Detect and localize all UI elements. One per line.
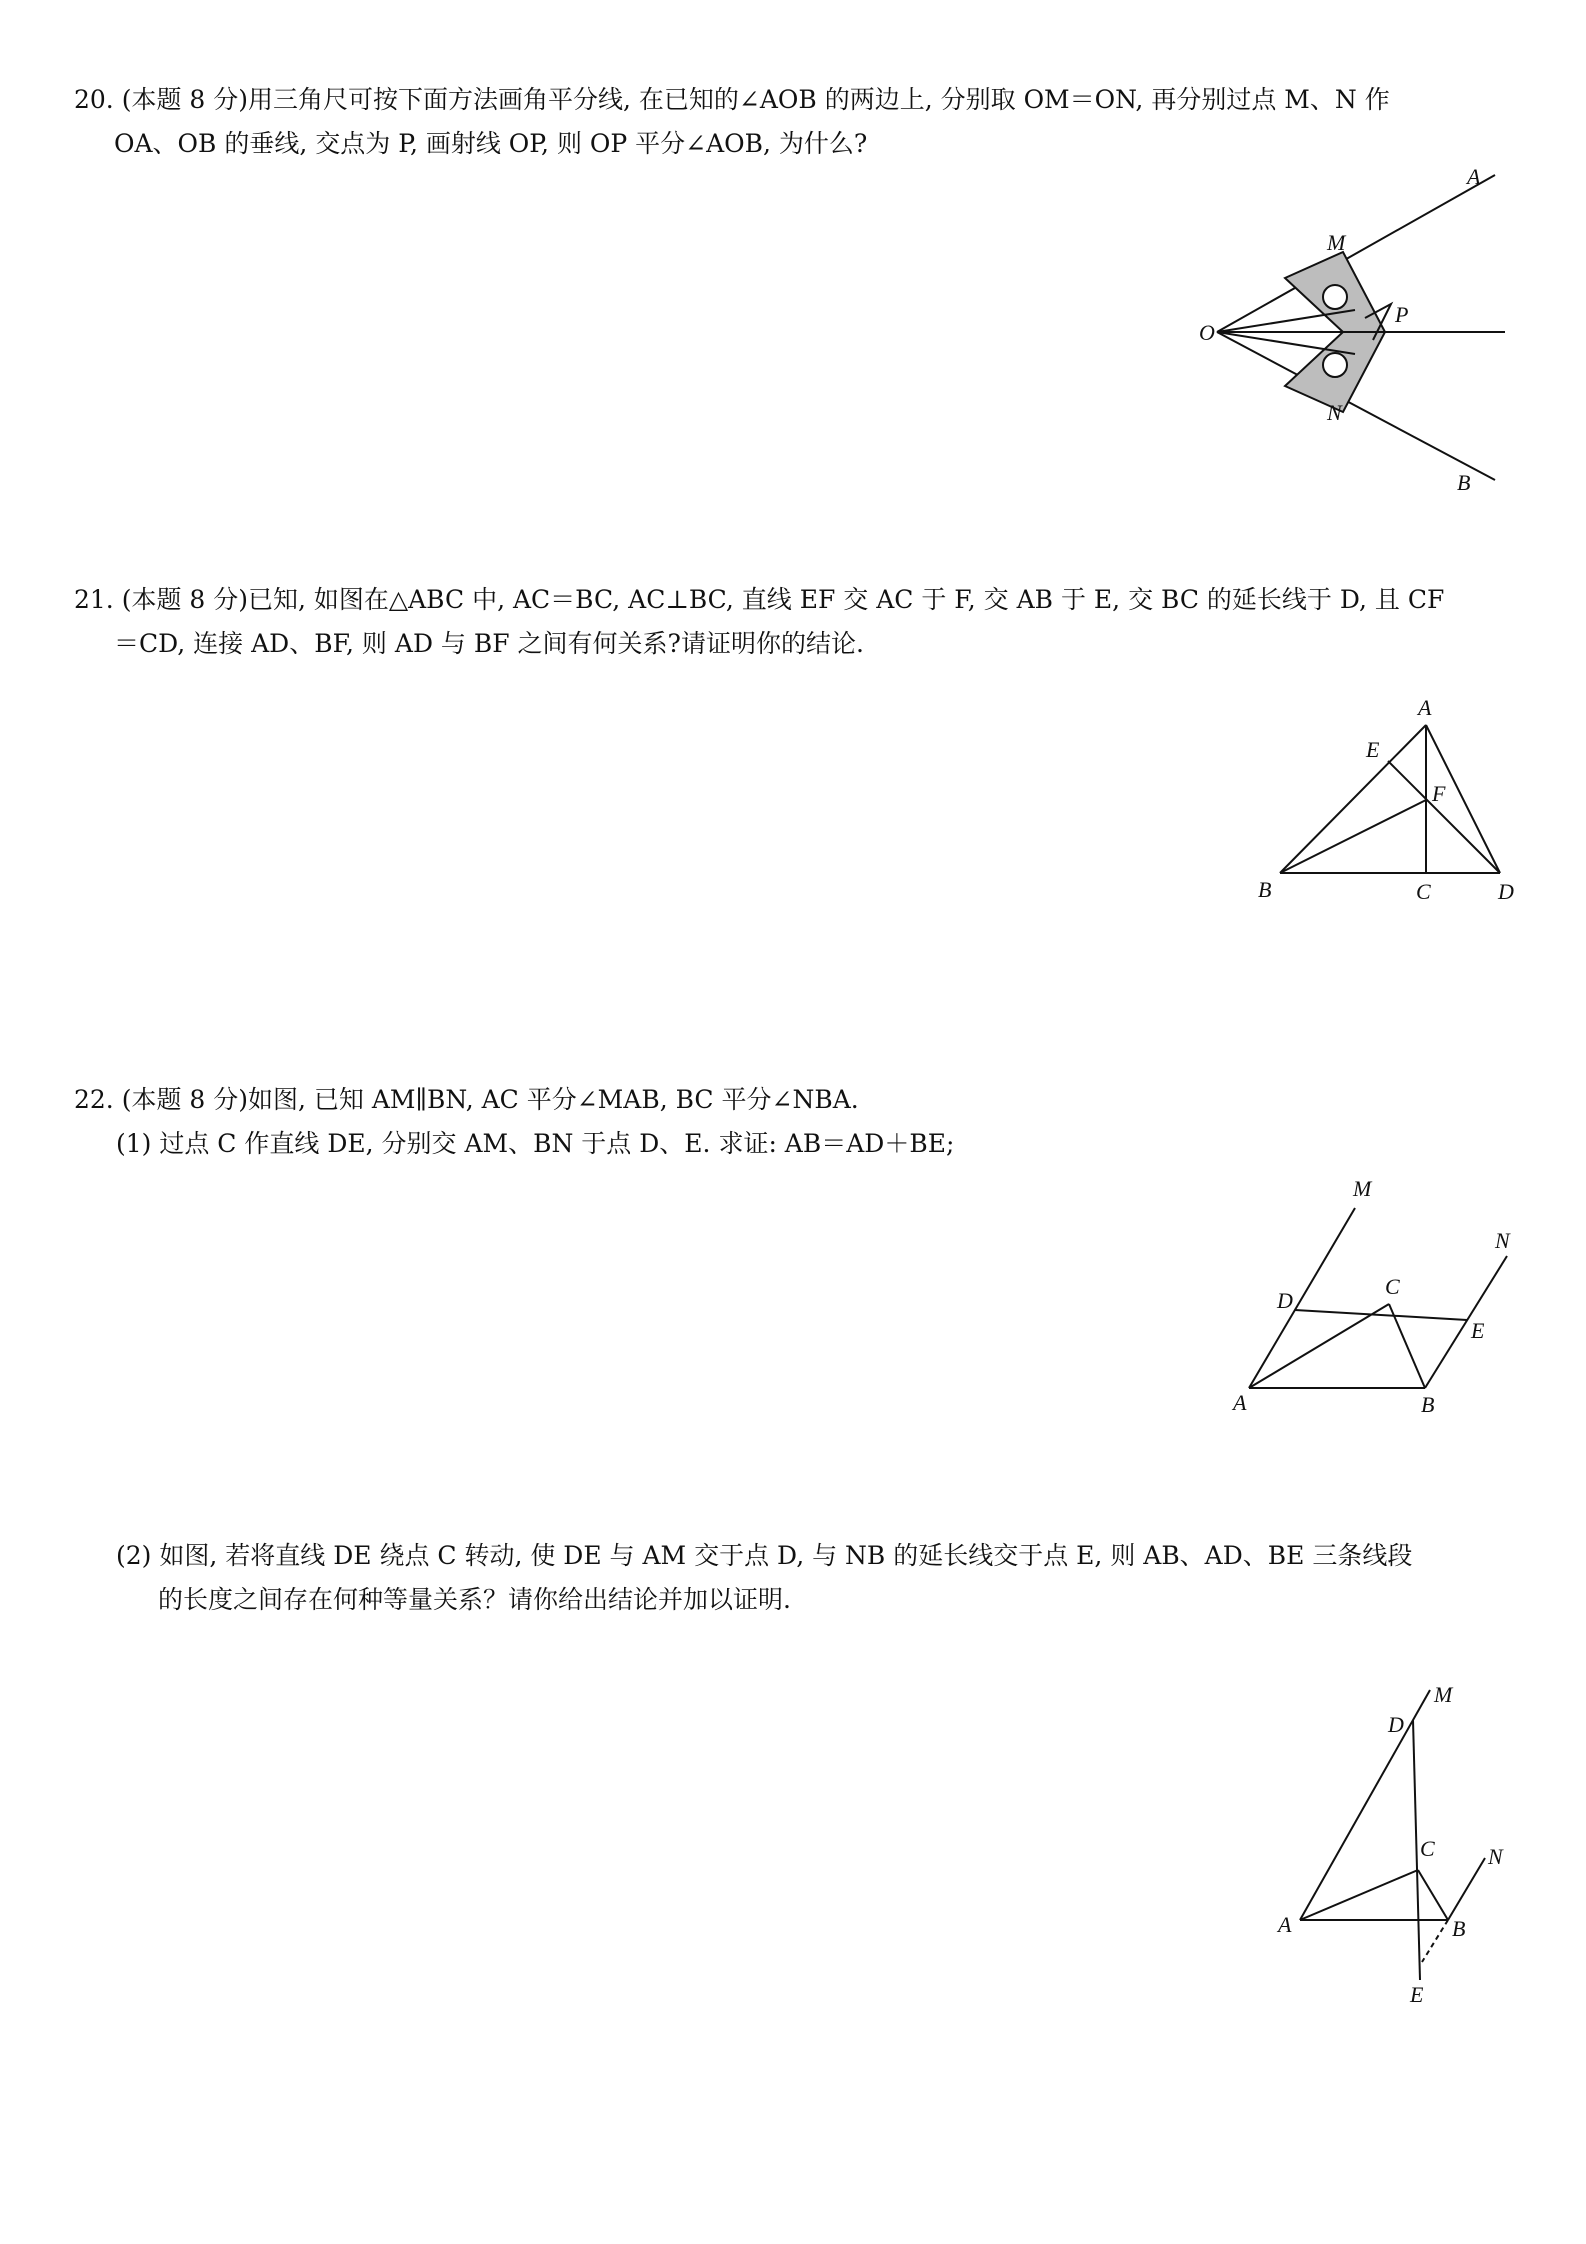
q22-figure-2 (1270, 1680, 1530, 2020)
q21-label-C: C (1416, 879, 1431, 904)
q22f1-label-B: B (1421, 1392, 1435, 1417)
q20-line2: OA、OB 的垂线, 交点为 P, 画射线 OP, 则 OP 平分∠AOB, 为什么? (114, 129, 868, 158)
q22-part2-line1: (2) 如图, 若将直线 DE 绕点 C 转动, 使 DE 与 AM 交于点 D, 与 NB 的延长线交于点 E, 则 AB、AD、BE 三条线段 (116, 1541, 1413, 1570)
q20-label-P: P (1395, 302, 1409, 327)
q20-label-A: A (1467, 164, 1481, 189)
q22f1-label-N: N (1495, 1228, 1510, 1253)
q21-line2: ＝CD, 连接 AD、BF, 则 AD 与 BF 之间有何关系?请证明你的结论. (114, 629, 864, 658)
q22f1-label-C: C (1385, 1274, 1400, 1299)
q22f2-label-B: B (1452, 1916, 1466, 1941)
q22-part1-text: (1) 过点 C 作直线 DE, 分别交 AM、BN 于点 D、E. 求证: AB＝AD＋BE; (116, 1129, 955, 1158)
q22f2-label-D: D (1388, 1712, 1404, 1737)
q21-line1: 21. (本题 8 分)已知, 如图在△ABC 中, AC＝BC, AC⊥BC, 直线 EF 交 AC 于 F, 交 AB 于 E, 交 BC 的延长线于 D, 且 CF (74, 585, 1445, 614)
q20-label-M: M (1327, 230, 1346, 255)
q21-figure (1250, 695, 1530, 905)
q22f2-label-A: A (1278, 1912, 1292, 1937)
q22f2-label-N: N (1488, 1844, 1503, 1869)
q22-part2 (116, 1534, 1526, 1622)
q20-label-O: O (1199, 320, 1215, 345)
q21-label-E: E (1366, 737, 1380, 762)
q21-label-A: A (1418, 695, 1432, 720)
question-21 (74, 578, 1524, 666)
q22f1-label-D: D (1277, 1288, 1293, 1313)
question-22 (74, 1078, 1524, 1122)
q22f2-label-C: C (1420, 1836, 1435, 1861)
q22-line1: 22. (本题 8 分)如图, 已知 AM∥BN, AC 平分∠MAB, BC 平分∠NBA. (74, 1085, 859, 1114)
q22f2-label-E: E (1410, 1982, 1424, 2007)
q20-label-N: N (1327, 400, 1342, 425)
q20-figure (1195, 164, 1535, 500)
q21-label-F: F (1432, 781, 1446, 806)
q22-part2-line2: 的长度之间存在何种等量关系？请你给出结论并加以证明. (158, 1585, 791, 1614)
q22f1-label-A: A (1233, 1390, 1247, 1415)
q20-line1: 20. (本题 8 分)用三角尺可按下面方法画角平分线, 在已知的∠AOB 的两边上, 分别取 OM＝ON, 再分别过点 M、N 作 (74, 85, 1390, 114)
q22-part1 (116, 1122, 1526, 1166)
q22f1-label-E: E (1471, 1318, 1485, 1343)
q22f2-label-M: M (1434, 1682, 1453, 1707)
question-20 (74, 78, 1524, 166)
q22-figure-1 (1225, 1170, 1525, 1415)
q20-label-B: B (1457, 470, 1471, 495)
q21-label-B: B (1258, 877, 1272, 902)
q22f1-label-M: M (1353, 1176, 1372, 1201)
q21-label-D: D (1498, 879, 1514, 904)
